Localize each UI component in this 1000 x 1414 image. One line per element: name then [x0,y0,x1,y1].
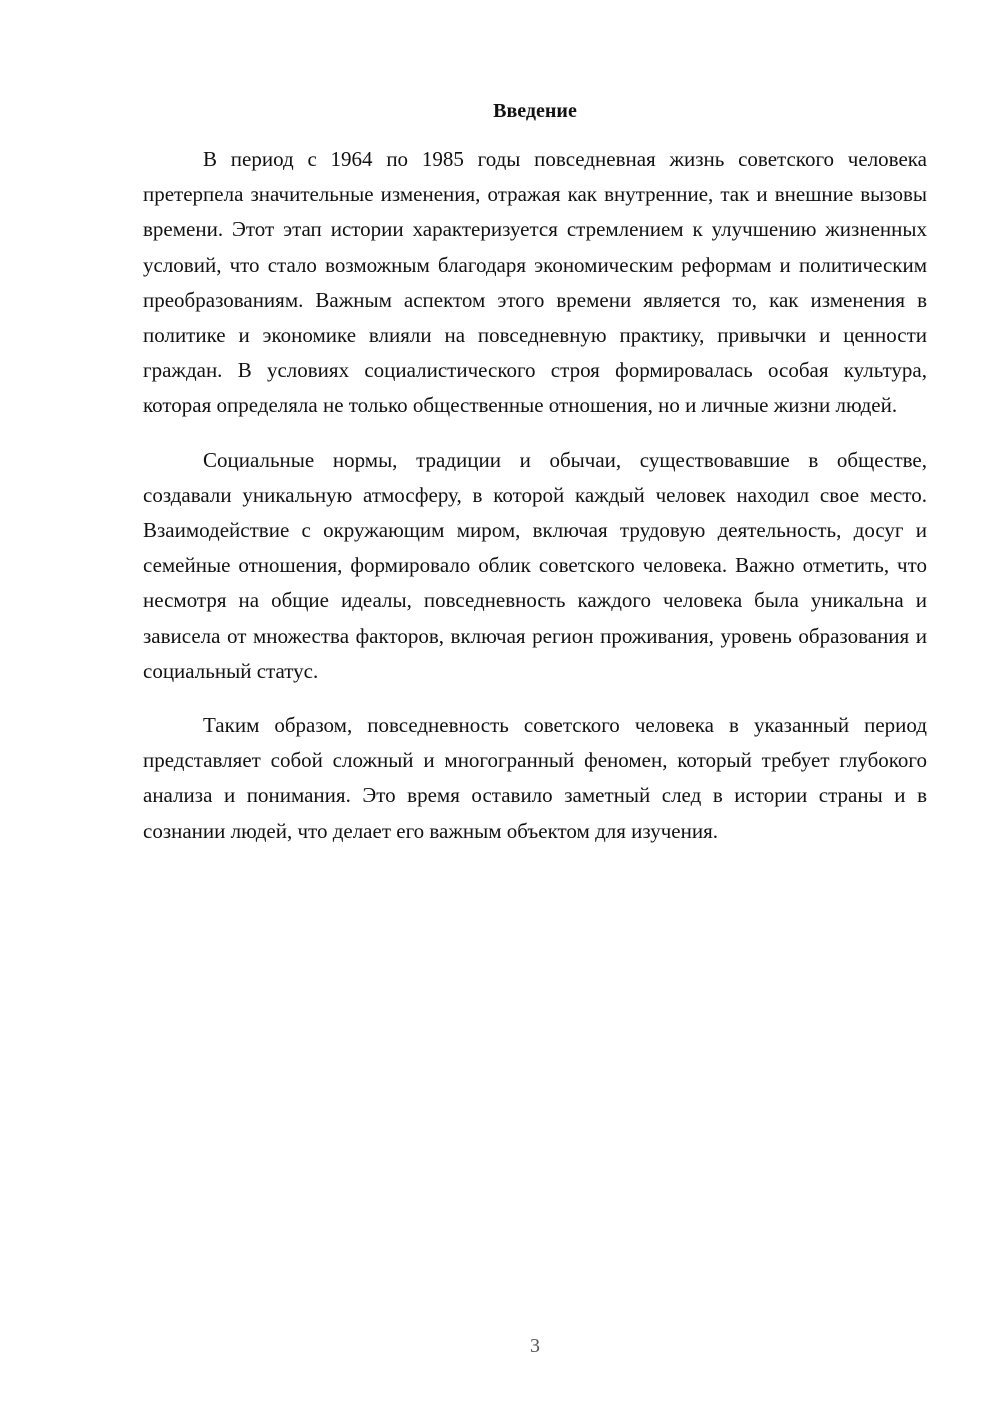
body-text [143,142,927,868]
paragraph-2: Социальные нормы, традиции и обычаи, существовавшие в обществе, создавали уникальную атмосферу, в которой каждый человек находил свое место. Взаимодействие с окружающим миром, включая трудовую деятельность, досуг и семейные отношения, формировало облик советского человека. Важно отметить, что несмотря на общие идеалы, повседневность каждого человека была уникальна и зависела от множества факторов, включая регион проживания, уровень образования и социальный статус. [143,447,927,683]
paragraph-1: В период с 1964 по 1985 годы повседневная жизнь советского человека претерпела значительные изменения, отражая как внутренние, так и внешние вызовы времени. Этот этап истории характеризуется стремлением к улучшению жизненных условий, что стало возможным благодаря экономическим реформам и политическим преобразованиям. Важным аспектом этого времени является то, как изменения в политике и экономике влияли на повседневную практику, привычки и ценности граждан. В условиях социалистического строя формировалась особая культура, которая определяла не только общественные отношения, но и личные жизни людей. [143,147,927,418]
page-number: 3 [530,1335,540,1357]
section-heading: Введение [493,100,577,122]
paragraph-3: Таким образом, повседневность советского человека в указанный период представляет собой сложный и многогранный феномен, который требует глубокого анализа и понимания. Это время оставило заметный след в истории страны и в сознании людей, что делает его важным объектом для изучения. [143,713,927,843]
